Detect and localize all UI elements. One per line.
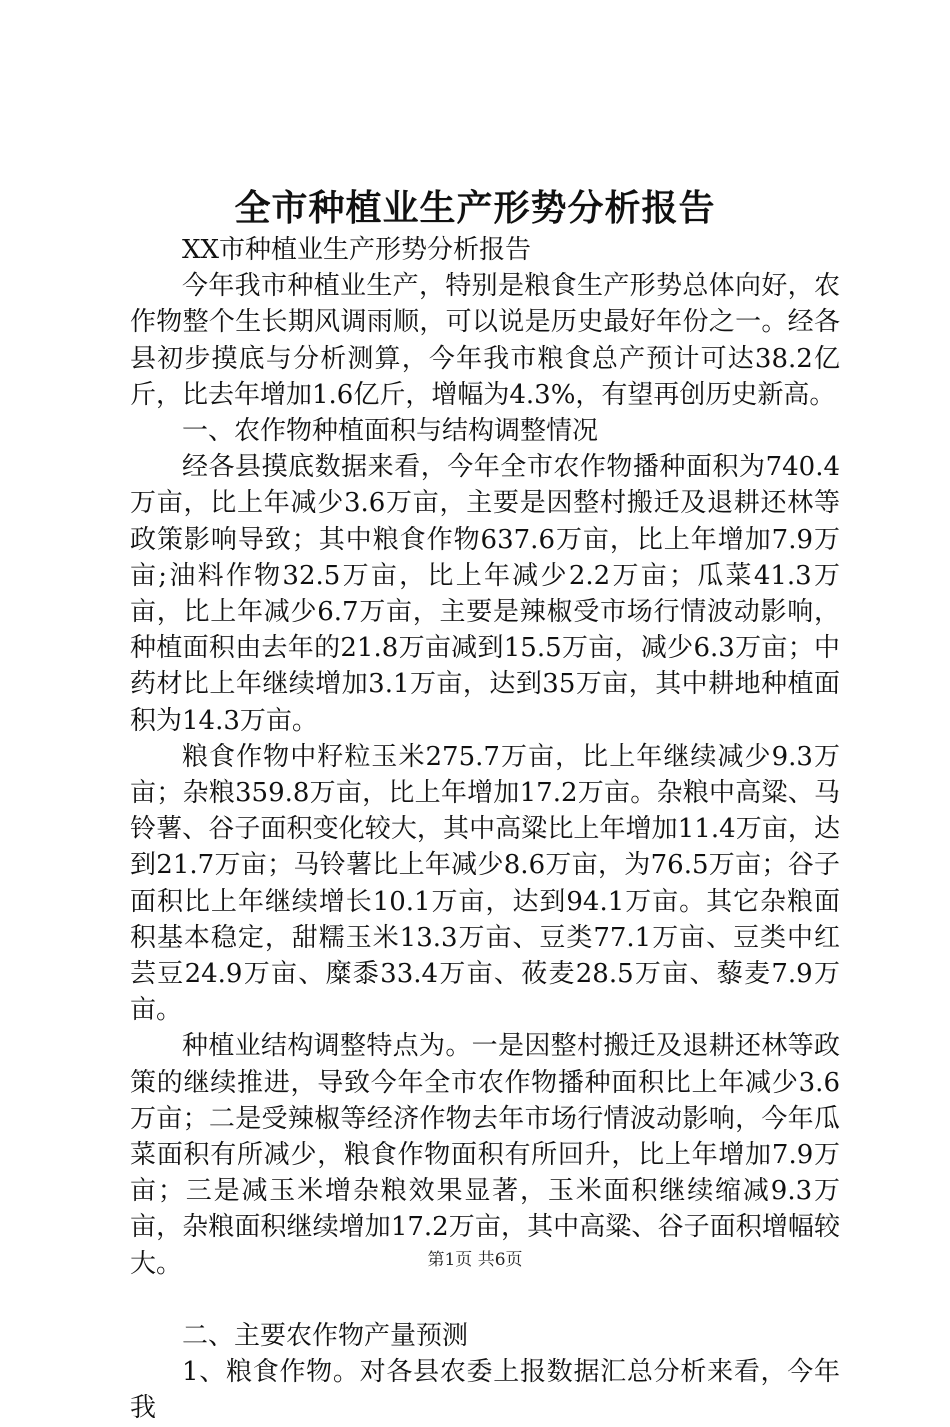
page-footer — [0, 1248, 950, 1272]
blank-line — [130, 1282, 840, 1318]
body-paragraph: 粮食作物中籽粒玉米275.7万亩，比上年继续减少9.3万亩；杂粮359.8万亩，比上年增加17.2万亩。杂粮中高粱、马铃薯、谷子面积变化较大，其中高粱比上年增加11.4万亩，达到21.7万亩；马铃薯比上年减少8.6万亩，为76.5万亩；谷子面积比上年继续增长10.1万亩，达到94.1万亩。其它杂粮面积基本稳定，甜糯玉米13.3万亩、豆类77.1万亩、豆类中红芸豆24.9万亩、糜黍33.4万亩、莜麦28.5万亩、藜麦7.9万亩。 — [130, 741, 840, 1026]
body-paragraph: 种植业结构调整特点为。一是因整村搬迁及退耕还林等政策的继续推进，导致今年全市农作物播种面积比上年减少3.6万亩；二是受辣椒等经济作物去年市场行情波动影响，今年瓜菜面积有所减少，粮食作物面积有所回升，比上年增加7.9万亩；三是减玉米增杂粮效果显著，玉米面积继续缩减9.3万亩，杂粮面积继续增加17.2万亩，其中高粱、谷子面积增幅较大。 — [130, 1031, 840, 1279]
body-paragraph: 1、粮食作物。对各县农委上报数据汇总分析来看，今年我 — [130, 1357, 840, 1424]
section-heading-1: 一、农作物种植面积与结构调整情况 — [182, 416, 599, 447]
intro-paragraph: 今年我市种植业生产，特别是粮食生产形势总体向好，农作物整个生长期风调雨顺，可以说是历史最好年份之一。经各县初步摸底与分析测算，今年我市粮食总产预计可达38.2亿斤，比去年增加1.6亿斤，增幅为4.3%，有望再创历史新高。 — [130, 271, 840, 410]
document-title: 全市种植业生产形势分析报告 — [234, 187, 716, 229]
body-paragraph: 经各县摸底数据来看，今年全市农作物播种面积为740.4万亩，比上年减少3.6万亩，主要是因整村搬迁及退耕还林等政策影响导致；其中粮食作物637.6万亩，比上年增加7.9万亩;油料作物32.5万亩，比上年减少2.2万亩；瓜菜41.3万亩，比上年减少6.7万亩，主要是辣椒受市场行情波动影响，种植面积由去年的21.8万亩减到15.5万亩，减少6.3万亩；中药材比上年继续增加3.1万亩，达到35万亩，其中耕地种植面积为14.3万亩。 — [130, 452, 840, 736]
page-number-label: 第1页 共6页 — [427, 1250, 523, 1270]
subtitle-paragraph: XX市种植业生产形势分析报告 — [182, 235, 532, 265]
section-heading-2: 二、主要农作物产量预测 — [182, 1321, 469, 1352]
